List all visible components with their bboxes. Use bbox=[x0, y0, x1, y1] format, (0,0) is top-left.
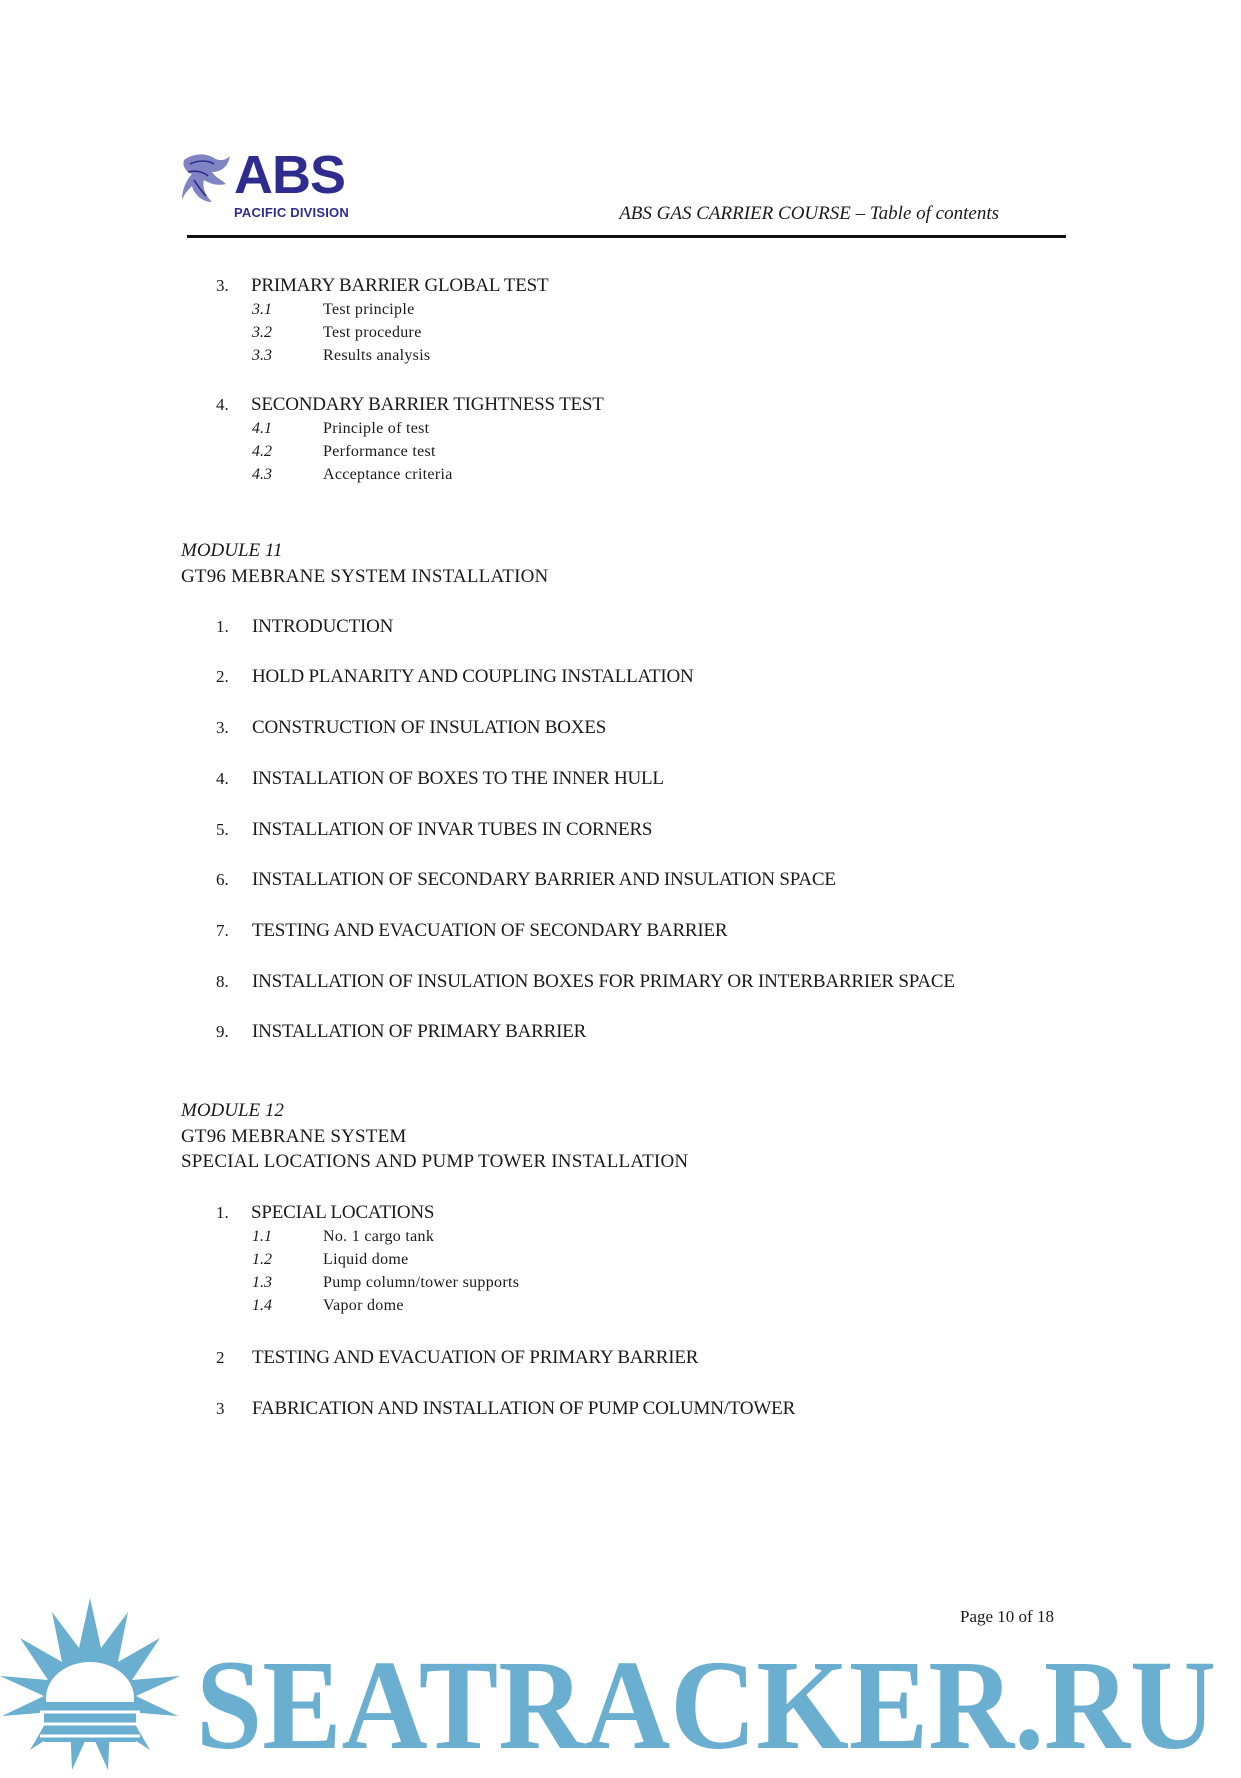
subsection-label: Acceptance criteria bbox=[323, 466, 453, 483]
toc-item-label: TESTING AND EVACUATION OF PRIMARY BARRIER bbox=[252, 1347, 699, 1368]
module-title: GT96 MEBRANE SYSTEM bbox=[181, 1126, 407, 1147]
subsection-number: 3.2 bbox=[252, 324, 272, 341]
toc-item-label: INSTALLATION OF INVAR TUBES IN CORNERS bbox=[252, 819, 653, 840]
header-title bbox=[619, 204, 999, 223]
toc-item-label: INTRODUCTION bbox=[252, 616, 394, 637]
toc-item-number: 2. bbox=[216, 667, 229, 686]
toc-item-number: 6. bbox=[216, 870, 229, 889]
logo-text: ABS bbox=[234, 145, 346, 205]
header-title-suffix: Table of contents bbox=[869, 203, 999, 224]
abs-logo bbox=[182, 145, 368, 224]
subsection-number: 3.3 bbox=[252, 347, 272, 364]
module-label: MODULE 11 bbox=[181, 540, 283, 561]
subsection-label: Performance test bbox=[323, 443, 436, 460]
toc-item-number: 9. bbox=[216, 1022, 229, 1041]
section-number: 1. bbox=[216, 1203, 229, 1222]
toc-item-number: 5. bbox=[216, 820, 229, 839]
subsection-label: Principle of test bbox=[323, 420, 430, 437]
subsection-label: Vapor dome bbox=[323, 1297, 404, 1314]
sun-icon bbox=[0, 1598, 180, 1770]
logo-subtext: PACIFIC DIVISION bbox=[234, 205, 349, 220]
toc-item-label: INSTALLATION OF SECONDARY BARRIER AND INSULATION SPACE bbox=[252, 869, 836, 890]
subsection-number: 1.1 bbox=[252, 1228, 272, 1245]
page-number: Page 10 of 18 bbox=[960, 1607, 1054, 1626]
header-title-prefix: ABS GAS CARRIER COURSE – bbox=[619, 203, 870, 224]
header-divider bbox=[187, 235, 1066, 238]
section-title: PRIMARY BARRIER GLOBAL TEST bbox=[251, 275, 549, 296]
subsection-number: 4.1 bbox=[252, 420, 272, 437]
toc-item-number: 3 bbox=[216, 1399, 225, 1418]
section-number: 3. bbox=[216, 276, 229, 295]
section-number: 4. bbox=[216, 395, 229, 414]
module-title: SPECIAL LOCATIONS AND PUMP TOWER INSTALLATION bbox=[181, 1151, 689, 1172]
subsection-label: Test procedure bbox=[323, 324, 422, 341]
section-title: SECONDARY BARRIER TIGHTNESS TEST bbox=[251, 394, 604, 415]
subsection-number: 4.3 bbox=[252, 466, 272, 483]
subsection-label: No. 1 cargo tank bbox=[323, 1228, 435, 1245]
toc-item-label: HOLD PLANARITY AND COUPLING INSTALLATION bbox=[252, 666, 694, 687]
subsection-number: 4.2 bbox=[252, 443, 272, 460]
eagle-icon bbox=[182, 150, 232, 208]
toc-item-label: TESTING AND EVACUATION OF SECONDARY BARRIER bbox=[252, 920, 728, 941]
toc-item-label: INSTALLATION OF BOXES TO THE INNER HULL bbox=[252, 768, 664, 789]
toc-item-label: FABRICATION AND INSTALLATION OF PUMP COLUMN/TOWER bbox=[252, 1398, 796, 1419]
subsection-number: 3.1 bbox=[252, 301, 272, 318]
section-title: SPECIAL LOCATIONS bbox=[251, 1202, 435, 1223]
subsection-label: Test principle bbox=[323, 301, 415, 318]
subsection-number: 1.4 bbox=[252, 1297, 272, 1314]
toc-item-number: 3. bbox=[216, 718, 229, 737]
toc-item-number: 2 bbox=[216, 1348, 225, 1367]
subsection-number: 1.3 bbox=[252, 1274, 272, 1291]
subsection-label: Liquid dome bbox=[323, 1251, 409, 1268]
subsection-number: 1.2 bbox=[252, 1251, 272, 1268]
subsection-label: Pump column/tower supports bbox=[323, 1274, 520, 1291]
toc-item-number: 7. bbox=[216, 921, 229, 940]
toc-item-number: 1. bbox=[216, 617, 229, 636]
toc-item-label: INSTALLATION OF PRIMARY BARRIER bbox=[252, 1021, 587, 1042]
toc-item-number: 4. bbox=[216, 769, 229, 788]
watermark bbox=[0, 1590, 1241, 1778]
module-title: GT96 MEBRANE SYSTEM INSTALLATION bbox=[181, 566, 549, 587]
toc-item-label: CONSTRUCTION OF INSULATION BOXES bbox=[252, 717, 607, 738]
watermark-text: SEATRACKER.RU bbox=[196, 1634, 1216, 1776]
toc-item-label: INSTALLATION OF INSULATION BOXES FOR PRIMARY OR INTERBARRIER SPACE bbox=[252, 971, 955, 992]
toc-item-number: 8. bbox=[216, 972, 229, 991]
module-label: MODULE 12 bbox=[181, 1100, 284, 1121]
subsection-label: Results analysis bbox=[323, 347, 431, 364]
